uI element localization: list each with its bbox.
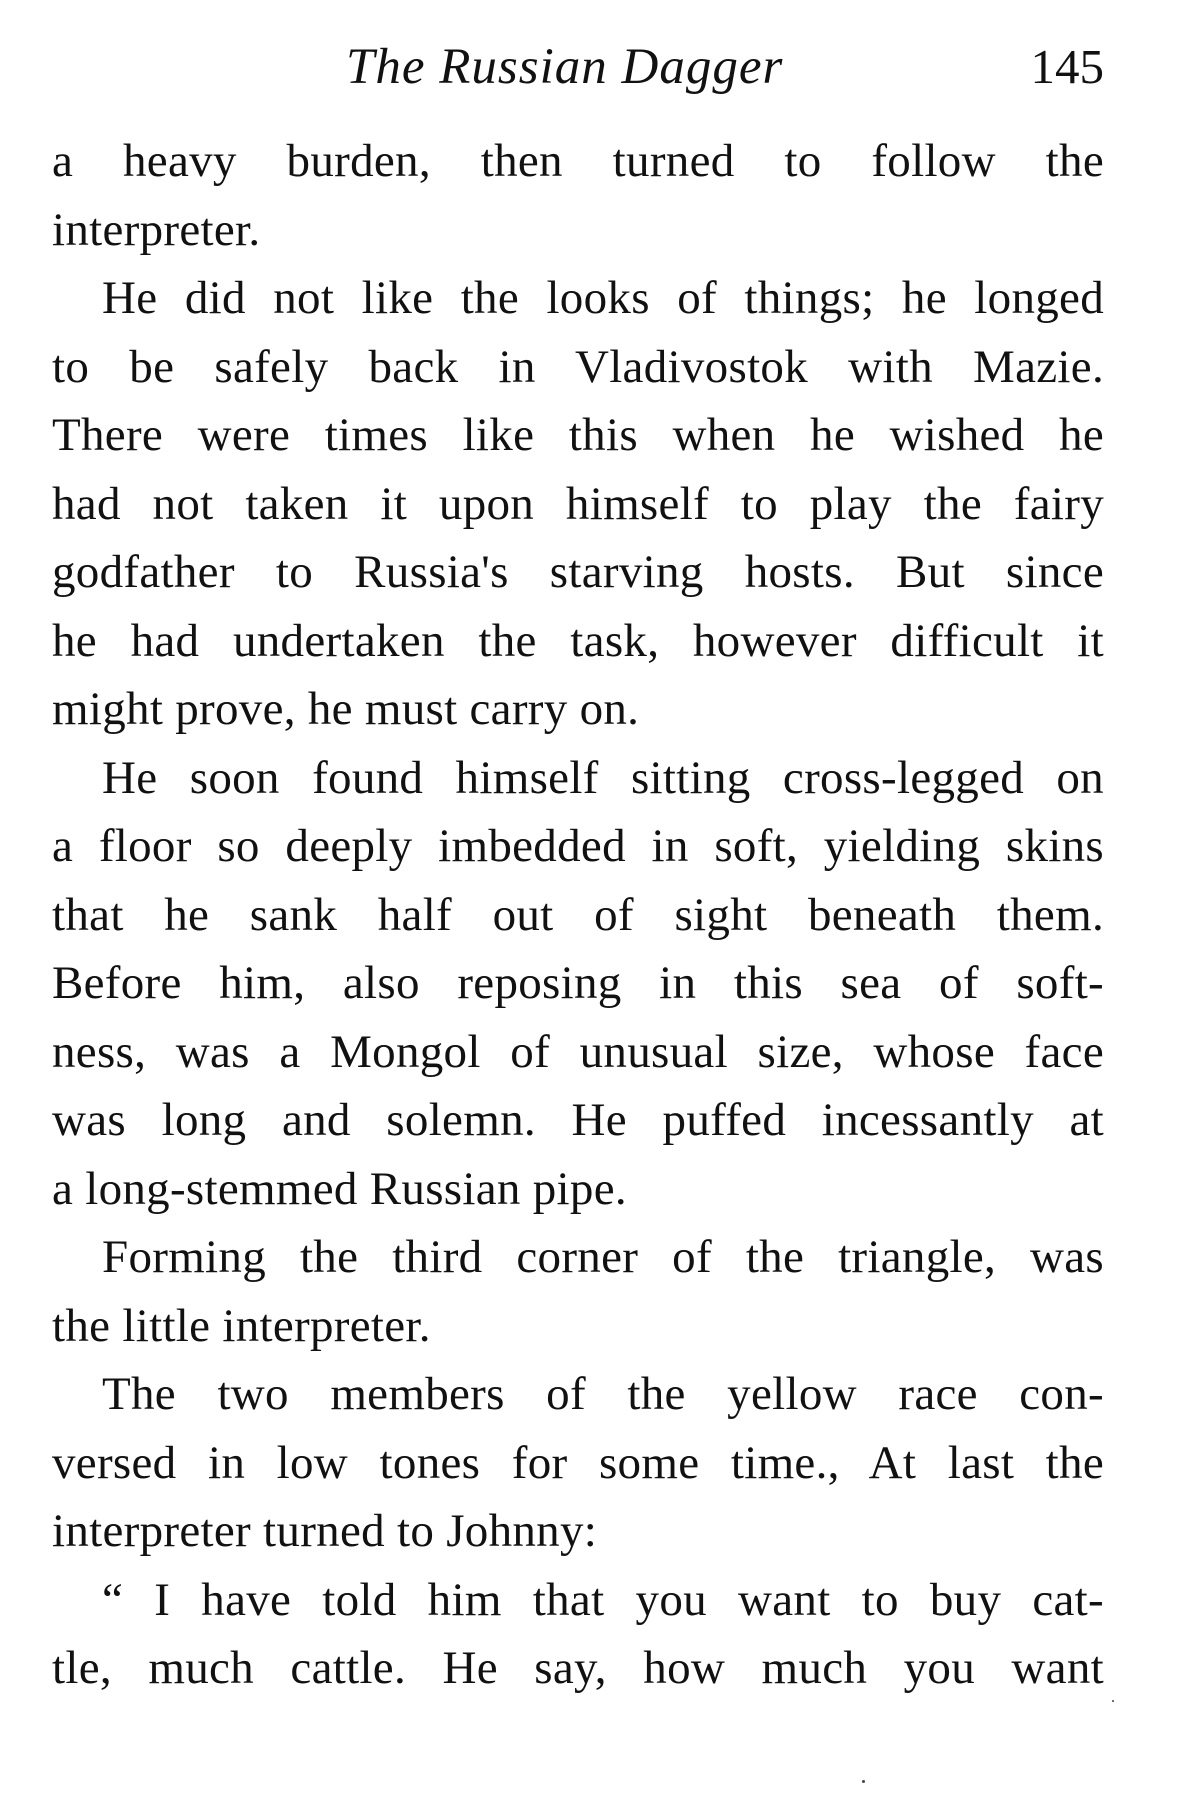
text-line: “ I have told him that you want to buy cat- (102, 1573, 1104, 1626)
paragraph (52, 1223, 1104, 1360)
print-speck (1112, 1700, 1114, 1702)
text-line: Before him, also reposing in this sea of soft- (52, 957, 1104, 1009)
text-line: ness, was a Mongol of unusual size, whose face (52, 1025, 1104, 1078)
text-line: There were times like this when he wished he (52, 409, 1104, 461)
page-number: 145 (1030, 39, 1104, 94)
running-title: The Russian Dagger (346, 39, 784, 95)
body-text (52, 127, 1104, 1703)
text-line: he had undertaken the task, however difficult it (52, 614, 1104, 667)
text-line: might prove, he must carry on. (52, 683, 640, 735)
text-line: Forming the third corner of the triangle, was (102, 1231, 1104, 1283)
text-line: the little interpreter. (52, 1299, 431, 1352)
text-line: a long-stemmed Russian pipe. (52, 1162, 627, 1215)
text-line: had not taken it upon himself to play the fairy (52, 477, 1104, 530)
text-line: a heavy burden, then turned to follow the (52, 135, 1104, 187)
text-line: He soon found himself sitting cross-legged on (102, 751, 1104, 804)
text-line: godfather to Russia's starving hosts. But since (52, 546, 1104, 598)
text-line: a floor so deeply imbedded in soft, yielding skins (52, 820, 1104, 872)
print-speck (862, 1780, 865, 1783)
running-head (54, 38, 1104, 108)
paragraph (52, 744, 1104, 1224)
text-line: He did not like the looks of things; he longed (102, 272, 1104, 324)
paragraph (52, 1566, 1104, 1703)
text-line: that he sank half out of sight beneath them. (52, 888, 1104, 941)
paragraph (52, 1360, 1104, 1566)
text-line: was long and solemn. He puffed incessantly at (52, 1094, 1104, 1146)
text-line: tle, much cattle. He say, how much you want (52, 1642, 1104, 1694)
text-line: versed in low tones for some time., At last the (52, 1436, 1104, 1489)
text-line: The two members of the yellow race con- (102, 1368, 1104, 1420)
text-line: interpreter turned to Johnny: (52, 1505, 598, 1557)
text-line: to be safely back in Vladivostok with Mazie. (52, 340, 1104, 393)
paragraph (52, 127, 1104, 264)
paragraph (52, 264, 1104, 744)
text-line: interpreter. (52, 203, 261, 256)
